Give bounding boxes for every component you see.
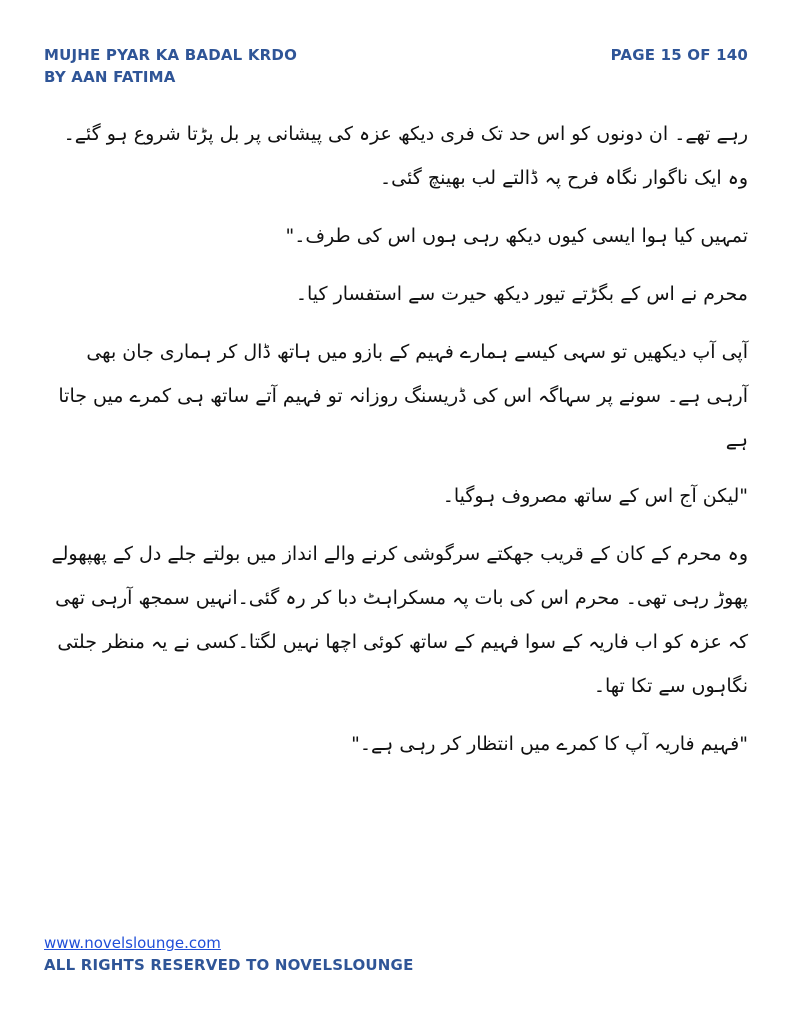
paragraph-2: تمہیں کیا ہوا ایسی کیوں دیکھ رہی ہوں اس کی طرف۔" [285,225,748,247]
paragraph-5: "لیکن آج اس کے ساتھ مصروف ہوگیا۔ [442,485,748,507]
page-number: PAGE 15 OF 140 [610,46,748,64]
paragraph-7: "فہیم فاریہ آپ کا کمرے میں انتظار کر رہی ہے۔" [351,733,748,755]
website-link[interactable]: www.novelslounge.com [44,934,221,952]
paragraph-3: محرم نے اس کے بگڑتے تیور دیکھ حیرت سے استفسار کیا۔ [295,283,748,305]
paragraph-6: وہ محرم کے کان کے قریب جھکتے سرگوشی کرنے والے انداز میں بولتے جلے دل کے پھپھولے پھوڑ رہی تھی۔ محرم اس کی بات پہ مسکراہٹ دبا کر رہ گئی۔انہیں سمجھ آرہی تھی کہ عزہ کو اب فاریہ کے سوا فہیم کے ساتھ کوئی اچھا نہیں لگتا۔کسی نے یہ منظر جلتی نگاہوں سے تکا تھا۔ [51,543,748,697]
page-header [44,46,748,96]
page-footer [44,934,414,974]
paragraph-1: رہے تھے۔ ان دونوں کو اس حد تک فری دیکھ عزہ کی پیشانی پر بل پڑتا شروع ہو گئے۔ وہ ایک ناگوار نگاہ فرح پہ ڈالتے لب بھینچ گئی۔ [63,123,748,189]
rights-notice: ALL RIGHTS RESERVED TO NOVELSLOUNGE [44,956,414,974]
page-body [44,112,748,780]
paragraph-4: آپی آپ دیکھیں تو سہی کیسے ہمارے فہیم کے بازو میں ہاتھ ڈال کر ہماری جان بھی آرہی ہے۔ سونے پر سہاگہ اس کی ڈریسنگ روزانہ تو فہیم آتے ساتھ ہی کمرے میں جاتا ہے [58,341,748,451]
novel-title: MUJHE PYAR KA BADAL KRDO [44,46,298,64]
author-name: BY AAN FATIMA [44,68,176,86]
